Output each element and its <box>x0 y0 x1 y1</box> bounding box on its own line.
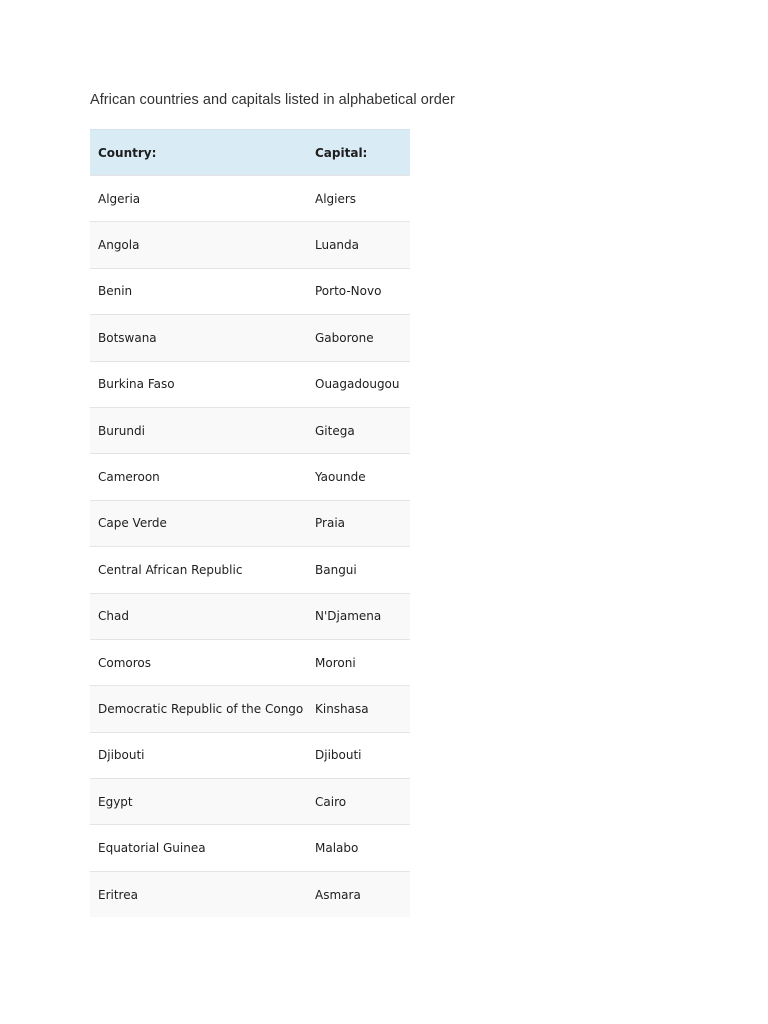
capital-cell: Gaborone <box>307 315 410 361</box>
table-row <box>90 871 410 917</box>
table-row <box>90 361 410 407</box>
table-body <box>90 176 410 918</box>
capital-cell: Yaounde <box>307 454 410 500</box>
capital-cell: Algiers <box>307 176 410 222</box>
capital-cell: Luanda <box>307 222 410 268</box>
table-row <box>90 825 410 871</box>
country-cell: Botswana <box>90 315 307 361</box>
country-cell: Burundi <box>90 407 307 453</box>
table-row <box>90 315 410 361</box>
capital-cell: Moroni <box>307 639 410 685</box>
country-cell: Angola <box>90 222 307 268</box>
country-cell: Egypt <box>90 779 307 825</box>
table-row <box>90 732 410 778</box>
table-row <box>90 639 410 685</box>
capital-cell: Gitega <box>307 407 410 453</box>
intro-text: African countries and capitals listed in alphabetical order <box>90 92 455 108</box>
country-cell: Djibouti <box>90 732 307 778</box>
country-cell: Cape Verde <box>90 500 307 546</box>
capital-cell: Porto-Novo <box>307 268 410 314</box>
country-cell: Algeria <box>90 176 307 222</box>
country-cell: Benin <box>90 268 307 314</box>
capital-cell: Malabo <box>307 825 410 871</box>
country-column-header: Country: <box>90 130 307 176</box>
capital-cell: Ouagadougou <box>307 361 410 407</box>
country-cell: Cameroon <box>90 454 307 500</box>
capital-cell: Bangui <box>307 547 410 593</box>
table-row <box>90 222 410 268</box>
country-cell: Comoros <box>90 639 307 685</box>
table-row <box>90 593 410 639</box>
table-row <box>90 407 410 453</box>
capital-cell: Cairo <box>307 779 410 825</box>
capital-cell: Praia <box>307 500 410 546</box>
country-cell: Chad <box>90 593 307 639</box>
capital-cell: Asmara <box>307 871 410 917</box>
table-row <box>90 547 410 593</box>
country-cell: Equatorial Guinea <box>90 825 307 871</box>
country-cell: Eritrea <box>90 871 307 917</box>
table-row <box>90 779 410 825</box>
country-cell: Central African Republic <box>90 547 307 593</box>
countries-capitals-table <box>90 129 410 917</box>
table-row <box>90 686 410 732</box>
table-header-row <box>90 130 410 176</box>
capital-cell: N'Djamena <box>307 593 410 639</box>
capital-cell: Djibouti <box>307 732 410 778</box>
table-row <box>90 454 410 500</box>
capital-column-header: Capital: <box>307 130 410 176</box>
capital-cell: Kinshasa <box>307 686 410 732</box>
table-row <box>90 176 410 222</box>
table-row <box>90 268 410 314</box>
table-row <box>90 500 410 546</box>
country-cell: Burkina Faso <box>90 361 307 407</box>
country-cell: Democratic Republic of the Congo <box>90 686 307 732</box>
